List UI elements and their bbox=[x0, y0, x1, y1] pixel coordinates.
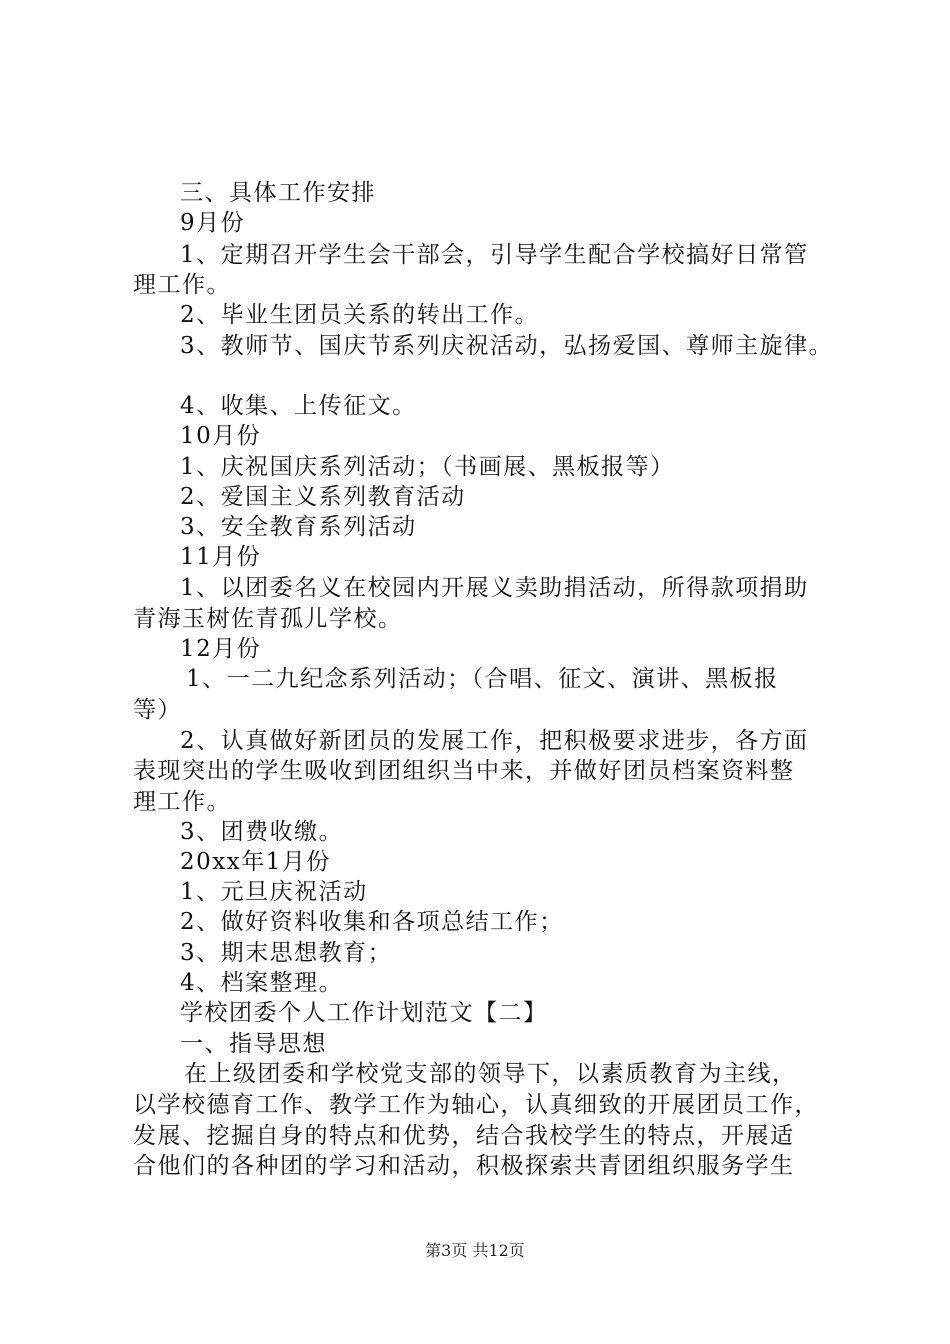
paragraph-line: 3、团费收缴。 bbox=[180, 819, 344, 845]
month-heading: 11月份 bbox=[180, 544, 262, 570]
month-heading: 12月份 bbox=[180, 636, 262, 662]
month-heading: 10月份 bbox=[180, 423, 262, 449]
paragraph-line: 理工作。 bbox=[133, 272, 231, 298]
paragraph-line: 1、一二九纪念系列活动；（合唱、征文、演讲、黑板报 bbox=[186, 666, 779, 692]
paragraph-line: 等） bbox=[133, 697, 182, 723]
paragraph-line: 2、做好资料收集和各项总结工作； bbox=[180, 909, 564, 935]
paragraph-line: 2、毕业生团员关系的转出工作。 bbox=[180, 302, 540, 328]
paragraph-line: 2、爱国主义系列教育活动 bbox=[180, 484, 466, 510]
paragraph-line: 表现突出的学生吸收到团组织当中来，并做好团员档案资料整 bbox=[133, 758, 795, 784]
paragraph-line: 青海玉树佐青孤儿学校。 bbox=[133, 606, 403, 632]
paragraph-line: 3、安全教育系列活动 bbox=[180, 514, 417, 540]
paragraph-line: 1、元旦庆祝活动 bbox=[180, 879, 368, 905]
paragraph-line: 发展、挖掘自身的特点和优势，结合我校学生的特点，开展适 bbox=[133, 1123, 795, 1149]
heading-section-three: 三、具体工作安排 bbox=[180, 180, 376, 206]
paragraph-line: 合他们的各种团的学习和活动，积极探索共青团组织服务学生 bbox=[133, 1153, 795, 1179]
month-heading: 20xx年1月份 bbox=[180, 849, 331, 875]
paragraph-line: 在上级团委和学校党支部的领导下，以素质教育为主线， bbox=[184, 1061, 797, 1087]
section-title: 学校团委个人工作计划范文【二】 bbox=[180, 1000, 548, 1026]
paragraph-line: 3、期末思想教育； bbox=[180, 940, 393, 966]
paragraph-line: 1、定期召开学生会干部会，引导学生配合学校搞好日常管 bbox=[180, 242, 809, 268]
page-number-footer: 第3页 共12页 bbox=[425, 1241, 525, 1260]
paragraph-line: 4、档案整理。 bbox=[180, 970, 344, 996]
paragraph-line: 理工作。 bbox=[133, 789, 231, 815]
paragraph-line: 1、以团委名义在校园内开展义卖助捐活动，所得款项捐助 bbox=[180, 575, 809, 601]
paragraph-line: 1、庆祝国庆系列活动；（书画展、黑板报等） bbox=[180, 454, 675, 480]
month-heading: 9月份 bbox=[180, 210, 246, 236]
paragraph-line: 4、收集、上传征文。 bbox=[180, 393, 417, 419]
section-heading: 一、指导思想 bbox=[180, 1031, 327, 1057]
paragraph-line: 2、认真做好新团员的发展工作，把积极要求进步，各方面 bbox=[180, 728, 809, 754]
paragraph-line: 以学校德育工作、教学工作为轴心，认真细致的开展团员工作， bbox=[133, 1092, 819, 1118]
paragraph-line: 3、教师节、国庆节系列庆祝活动，弘扬爱国、尊师主旋律。 bbox=[180, 333, 834, 359]
